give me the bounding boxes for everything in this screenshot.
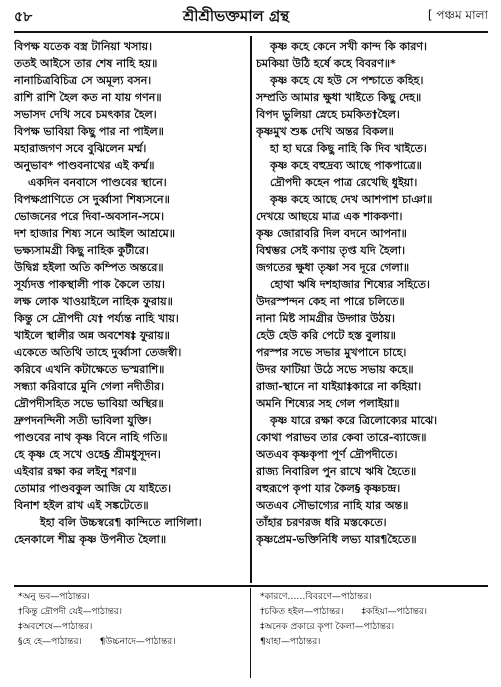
verse-line: কৃষ্ণ কহে বহুদ্রব্য আছে পাকপাত্রে॥ xyxy=(270,159,422,172)
verse-line: ততই আইসে তার শেষ নাহি হয়॥ xyxy=(14,57,158,70)
verse-line: ভোজনের পরে দিবা-অবসান-সমে। xyxy=(14,210,165,223)
footnote: *কারণে……বিবরণে—পাঠান্তর। xyxy=(260,592,372,602)
part-label: [ পঞ্চম মালা xyxy=(427,8,488,22)
verse-line: পরস্পর সভে সভার মুখপানে চাহে। xyxy=(256,346,407,359)
verse-line: বিপদ ভুলিয়া স্নেহে চমকিত†হৈল। xyxy=(256,108,400,121)
verse-line: উদরস্পন্দন কেহ না পারে চলিতে॥ xyxy=(256,295,405,308)
verse-line: কৃষ্ণমুখ শুষ্ক দেখি অন্তর বিকল॥ xyxy=(256,125,394,138)
column-divider xyxy=(250,36,252,583)
verse-line: দ্রুপদনন্দিনী সতী ভাবিলা যুক্তি। xyxy=(14,414,152,427)
verse-line: হে কৃষ্ণ হে সখে ওহে§ শ্রীমধুসূদন। xyxy=(14,448,161,461)
verse-line: দশ হাজার শিষ্য সনে আইল আশ্রমে॥ xyxy=(14,227,175,240)
verse-line: কৃষ্ণ কহে কেনে সখী কান্দ কি কারণ। xyxy=(270,40,427,53)
book-title: শ্রীশ্রীভক্তমাল গ্রন্থ xyxy=(182,6,290,25)
verse-line: কৃষ্ণ যারে রক্ষা করে ত্রিলোক্যের মাঝে। xyxy=(270,414,438,427)
verse-line: লক্ষ লোক খাওয়াইলে নাহিক ফুরায়॥ xyxy=(14,295,173,308)
verse-line: ভক্ষ্যসামগ্রী কিছু নাহিক কুটীরে। xyxy=(14,244,149,257)
verse-line: এইবার রক্ষা কর লইনু শরণ॥ xyxy=(14,465,137,478)
verse-line: হোথা ঋষি দশহাজার শিষ্যের সহিতে। xyxy=(270,278,430,291)
verse-line: রাশি রাশি হৈল কত না যায় গণন॥ xyxy=(14,91,162,104)
verse-line: কৃষ্ণপ্রেম-ভক্তিনিধি লভ্য যার¶হৈতে॥ xyxy=(256,533,417,546)
footnotes-left xyxy=(18,590,254,680)
verse-line: সভাসদ দেখি সবে চমৎকার হৈল। xyxy=(14,108,157,121)
verse-line: সন্ধ্যা করিবারে মুনি গেলা নদীতীর। xyxy=(14,380,165,393)
verse-line: হেনকালে শীঘ্র কৃষ্ণ উপনীত হৈলা॥ xyxy=(14,533,167,546)
verse-line: রাজা-স্থানে না যাইয়া‡কারে না কহিয়া। xyxy=(256,380,422,393)
verse-line: বিনাশ হইল রাখ এই সঙ্কটেতে॥ xyxy=(14,499,149,512)
footnote-rule xyxy=(14,585,488,587)
verse-line: নানা মিষ্ট সামগ্রীর উদ্গার উঠয়। xyxy=(256,312,395,325)
left-column xyxy=(14,38,250,583)
footnote: ‡কহিয়া—পাঠান্তর। xyxy=(361,607,427,617)
verse-line: হা হা ঘরে কিছু নাহি কি দিব খাইতে। xyxy=(270,142,427,155)
verse-line: কৃষ্ণ কহে আছে দেখ আশপাশ চাঞা॥ xyxy=(270,193,433,206)
verse-line: কৃষ্ণ কহে যে হউ সে পশ্চাতে কহিহ। xyxy=(270,74,424,87)
page-number: ৫৮ xyxy=(14,9,33,25)
verse-line: দেখয়ে আছয়ে মাত্র এক শাককণা। xyxy=(256,210,403,223)
footnote: ‡অনেক প্রকারে কৃপা কৈলা—পাঠান্তর। xyxy=(260,622,395,632)
verse-line: কিন্তু সে দ্রৌপদী যে† পর্য্যন্ত নাহি খায়। xyxy=(14,312,179,325)
verse-line: জগতের ক্ষুধা তৃষ্ণা সব দূরে গেলা॥ xyxy=(256,261,410,274)
verse-line: কৃষ্ণ জোরাবরি দিল বদনে আপনা॥ xyxy=(256,227,407,240)
verse-line: বহুরূপে কৃপা যার কৈল§ কৃষ্ণচন্দ্র। xyxy=(256,482,401,495)
verse-line: ইহা বলি উচ্চস্বরে¶ কান্দিতে লাগিলা। xyxy=(40,516,202,529)
page-header xyxy=(14,6,488,28)
verse-line: অতএব সৌভাগ্যের নাহি যার অন্ত॥ xyxy=(256,499,409,512)
verse-line: সম্প্রতি আমার ক্ষুধা খাইতে কিছু দেহ॥ xyxy=(256,91,422,104)
verse-line: বিপক্ষ যতেক বস্ত্র টানিয়া খসায়। xyxy=(14,40,153,53)
verse-line: বিশ্বম্ভর সেই কণায় তৃপ্ত যদি হৈলা। xyxy=(256,244,406,257)
verse-line: পাণ্ডবের নাথ কৃষ্ণ বিনে নাহি গতি॥ xyxy=(14,431,168,444)
right-column xyxy=(256,38,490,583)
verse-line: কোথা পরাভব তার কেবা তারে-ব্যাজে॥ xyxy=(256,431,427,444)
footnote-pair xyxy=(260,605,488,620)
verse-line: হেউ হেউ করি পেটে হস্ত বুলায়॥ xyxy=(256,329,396,342)
footnote: ¶উচ্চনাদে—পাঠান্তর। xyxy=(99,637,176,647)
verse-line: চমকিয়া উঠি হর্ষে কহে বিবরণ॥* xyxy=(256,57,396,70)
footnote: ¶যাহা—পাঠান্তর। xyxy=(260,637,321,647)
footnote: †চকিত হইল—পাঠান্তর। xyxy=(260,607,344,617)
verse-line: দ্রৌপদীসহিত সভে ভাবিয়া অস্থির॥ xyxy=(14,397,164,410)
verse-line: উদ্বিগ্ন হইলা অতি কম্পিত অন্তরে॥ xyxy=(14,261,164,274)
verse-line: অতএব কৃষ্ণকৃপা পূর্ণ দ্রৌপদীতে। xyxy=(256,448,398,461)
verse-line: দ্রৌপদী কহেন পাত্র রেখেছি ধুইয়া। xyxy=(270,176,418,189)
verse-line: খাইলে স্থালীর অন্ন অবশেষ‡ ফুরায়॥ xyxy=(14,329,170,342)
footnote: *অনু ভব—পাঠান্তর। xyxy=(18,592,90,602)
verse-line: বিপক্ষ ভাবিয়া কিছু পার না পাইল॥ xyxy=(14,125,164,138)
verse-line: তাঁহার চরণরজ ধরি মস্তকেতে। xyxy=(256,516,387,529)
verse-line: তোমার পাণ্ডবকুল আজি যে যাইতে। xyxy=(14,482,172,495)
verse-line: করিবে এখনি কটাক্ষেতে ভস্মরাশি॥ xyxy=(14,363,165,376)
footnote: †কিন্তু দ্রৌপদী যেই—পাঠান্তর। xyxy=(18,607,122,617)
footnote: §হে হে—পাঠান্তর। xyxy=(18,637,82,647)
verse-line: উদর ফাটিয়া উঠে সভে সভায় কহে॥ xyxy=(256,363,414,376)
footnotes-right xyxy=(260,590,488,680)
verse-line: রাজ্য নিবারিল পুন রাখে ঋষি হৈতে॥ xyxy=(256,465,417,478)
verse-line: অমনি শিষ্যের সহ গেল পলাইয়া॥ xyxy=(256,397,400,410)
verse-line: একদিন বনবাসে পাণ্ডবের স্থানে। xyxy=(28,176,167,189)
verse-line: সূর্য্যদত্ত পাকস্থালী পাক কৈলে তায়। xyxy=(14,278,165,291)
verse-line: অনুভাব* পাণ্ডবনাথের এই কর্ম্ম॥ xyxy=(14,159,155,172)
footnote: ‡অবশেষে—পাঠান্তর। xyxy=(18,622,93,632)
verse-line: একেতে অতিথি তাহে দুর্ব্বাসা তেজস্বী। xyxy=(14,346,182,359)
footnote-pair xyxy=(18,635,254,650)
verse-line: মহারাজগণ সবে বুঝিলেন মর্ম্ম। xyxy=(14,142,147,155)
header-rule xyxy=(14,31,488,33)
verse-line: নানাচিত্রবিচিত্র সে অমূল্য বসন। xyxy=(14,74,152,87)
verse-line: বিপক্ষপ্রাণিতে সে দুর্ব্বাসা শিষ্যসনে॥ xyxy=(14,193,170,206)
